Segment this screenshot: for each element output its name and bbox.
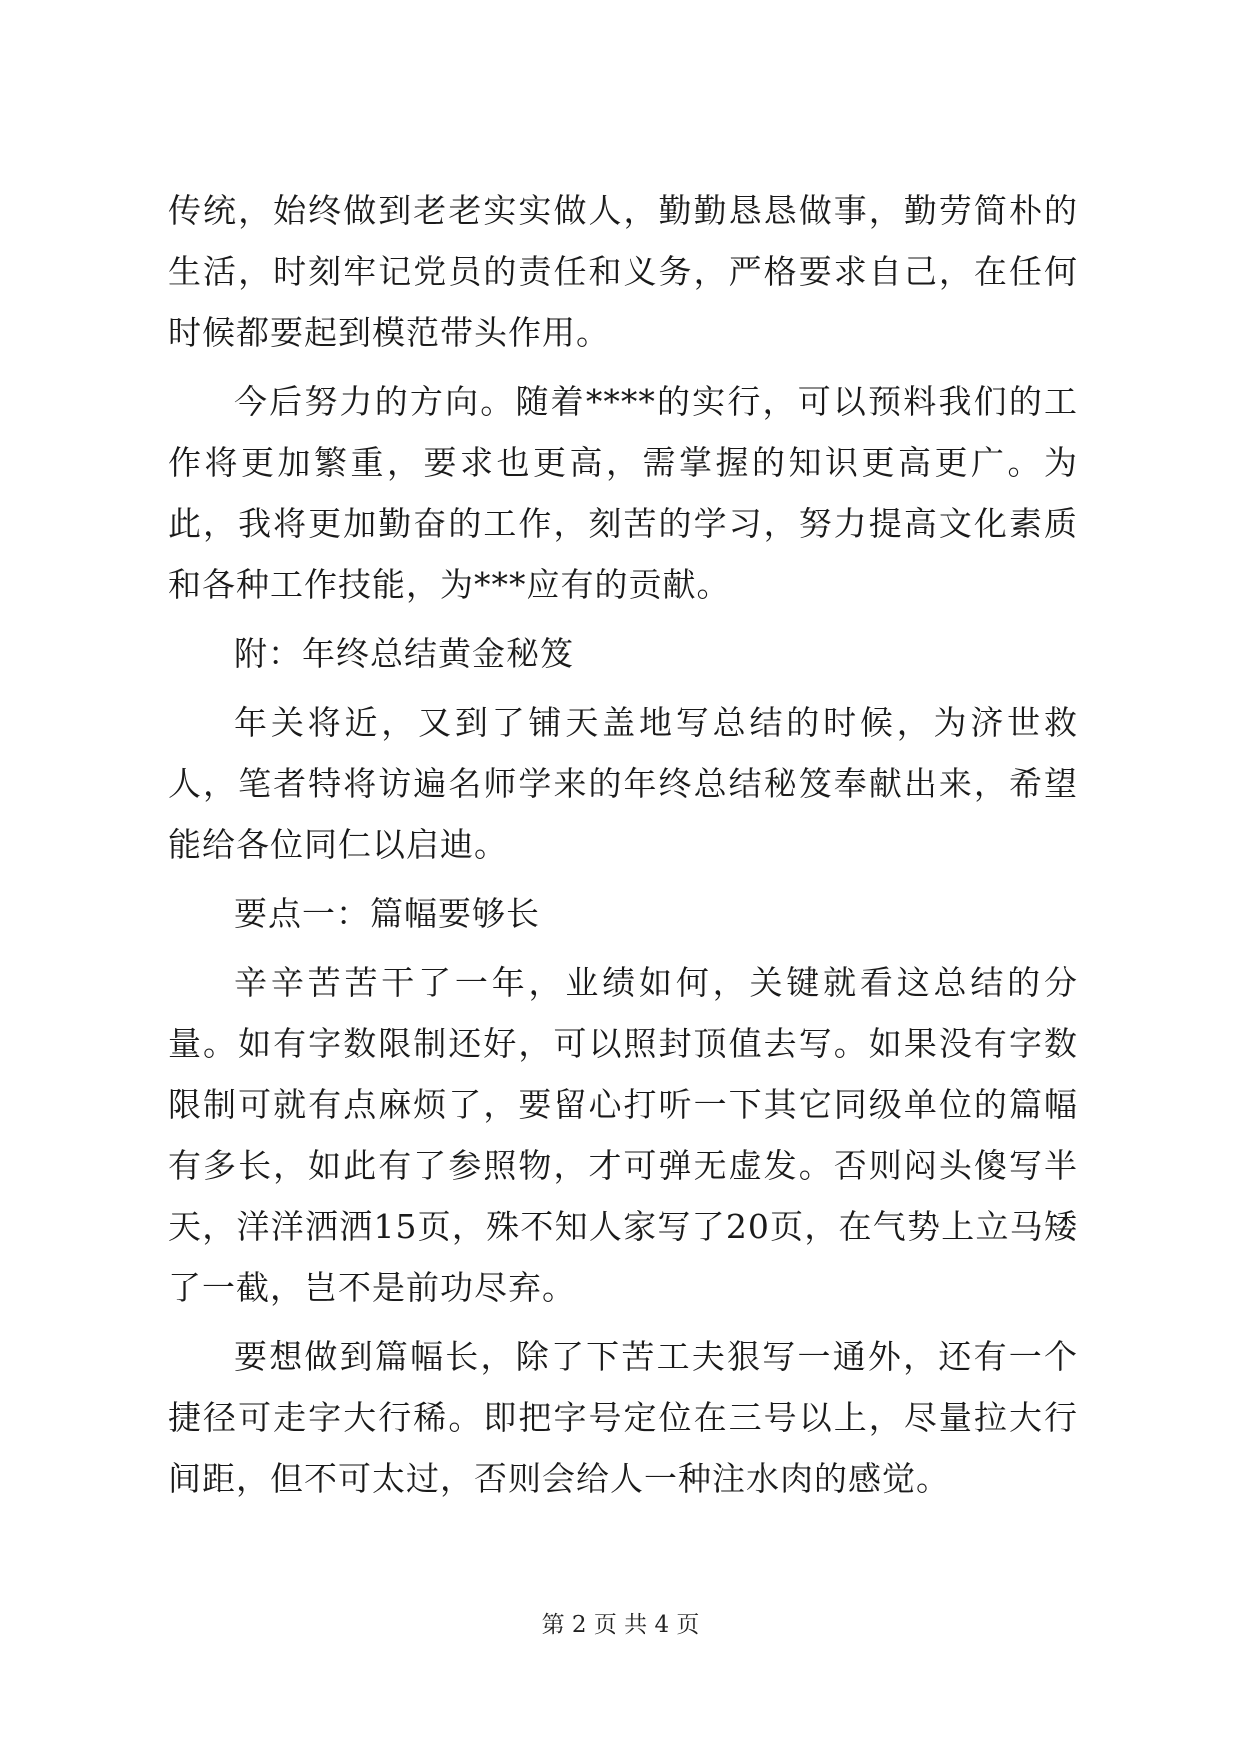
page-number-footer: 第 2 页 共 4 页 xyxy=(541,1612,700,1638)
paragraph-6: 辛辛苦苦干了一年，业绩如何，关键就看这总结的分量。如有字数限制还好，可以照封顶值去写。如果没有字数限制可就有点麻烦了，要留心打听一下其它同级单位的篇幅有多长，如此有了参照物，才可弹无虚发。否则闷头傻写半天，洋洋洒洒15页，殊不知人家写了20页，在气势上立马矮了一截，岂不是前功尽弃。 xyxy=(168,963,1078,1307)
paragraph-4: 年关将近，又到了铺天盖地写总结的时候，为济世救人，笔者特将访遍名师学来的年终总结秘笈奉献出来，希望能给各位同仁以启迪。 xyxy=(168,703,1078,864)
paragraph-7: 要想做到篇幅长，除了下苦工夫狠写一通外，还有一个捷径可走字大行稀。即把字号定位在三号以上，尽量拉大行间距，但不可太过，否则会给人一种注水肉的感觉。 xyxy=(168,1337,1078,1498)
paragraph-1: 传统，始终做到老老实实做人，勤勤恳恳做事，勤劳简朴的生活，时刻牢记党员的责任和义务，严格要求自己，在任何时候都要起到模范带头作用。 xyxy=(168,191,1078,352)
paragraph-2: 今后努力的方向。随着****的实行，可以预料我们的工作将更加繁重，要求也更高，需掌握的知识更高更广。为此，我将更加勤奋的工作，刻苦的学习，努力提高文化素质和各种工作技能，为***应有的贡献。 xyxy=(168,382,1078,604)
document-body xyxy=(168,180,1078,1509)
point-one-heading: 要点一：篇幅要够长 xyxy=(234,894,540,933)
appendix-heading: 附：年终总结黄金秘笈 xyxy=(234,634,574,673)
